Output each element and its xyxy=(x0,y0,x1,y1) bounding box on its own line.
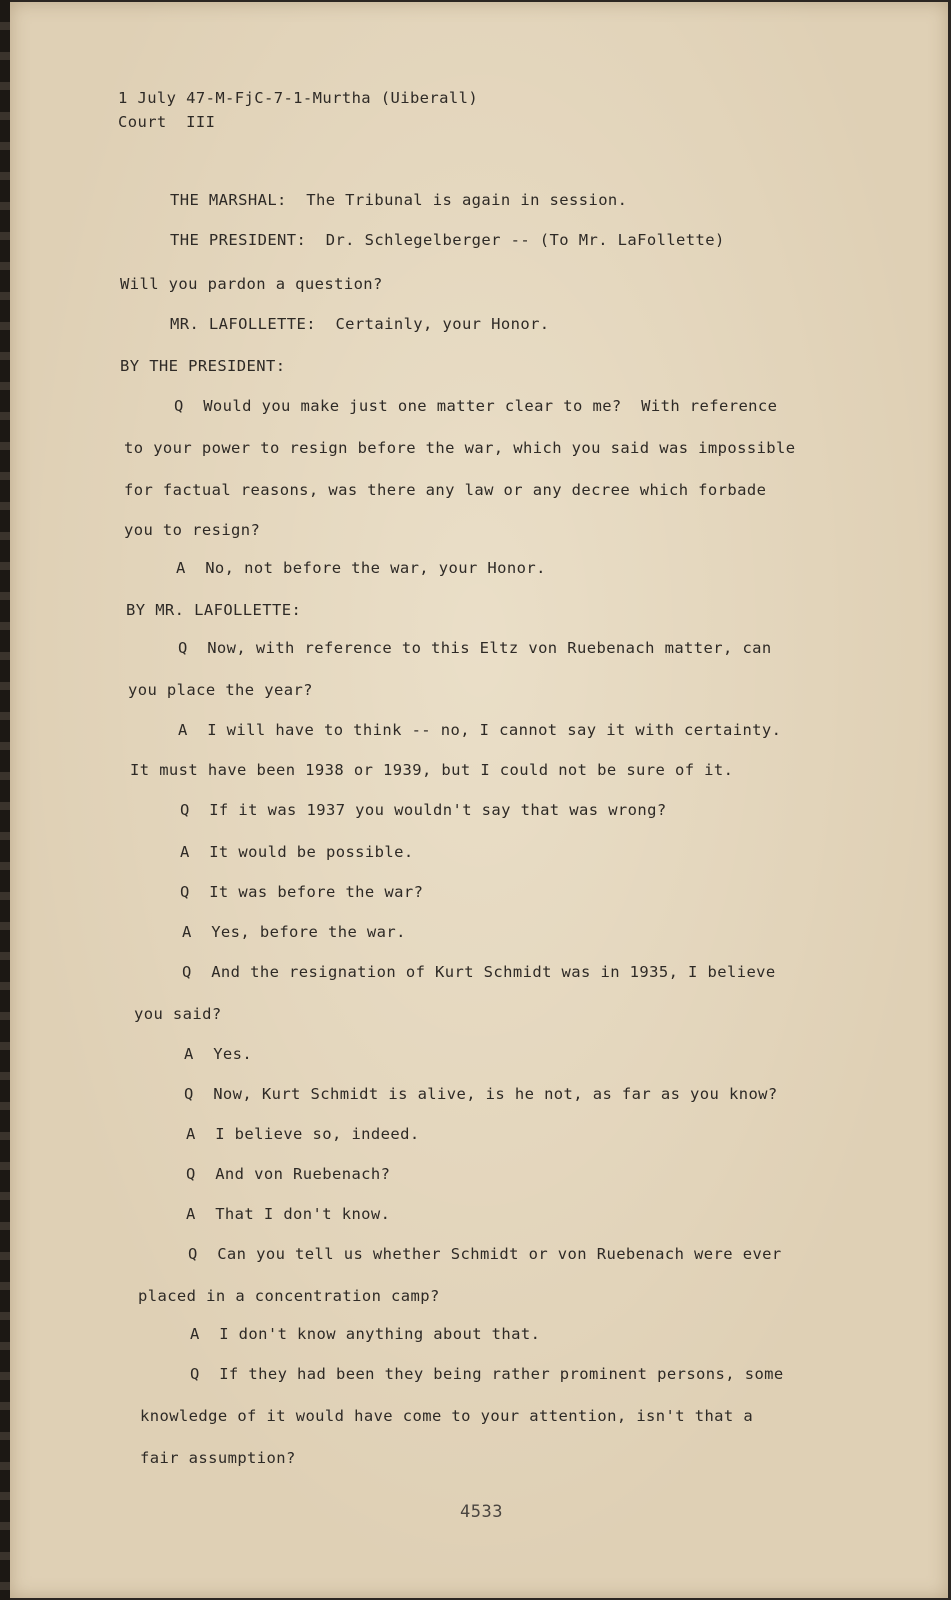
transcript-line: A I don't know anything about that. xyxy=(190,1325,541,1343)
transcript-line: Q If it was 1937 you wouldn't say that was wrong? xyxy=(180,801,667,819)
transcript-line: knowledge of it would have come to your attention, isn't that a xyxy=(140,1407,754,1425)
transcript-line: you place the year? xyxy=(128,681,313,699)
transcript-line: Q And the resignation of Kurt Schmidt was in 1935, I believe xyxy=(182,963,776,981)
transcript-line: you to resign? xyxy=(124,521,261,539)
transcript-line: Q It was before the war? xyxy=(180,883,424,901)
page-number: 4533 xyxy=(460,1502,503,1522)
transcript-line: A It would be possible. xyxy=(180,843,414,861)
transcript-line: A Yes, before the war. xyxy=(182,923,406,941)
transcript-line: A That I don't know. xyxy=(186,1205,391,1223)
transcript-line: Q Now, Kurt Schmidt is alive, is he not, as far as you know? xyxy=(184,1085,778,1103)
transcript-line: THE MARSHAL: The Tribunal is again in session. xyxy=(170,191,628,209)
header-court-line: Court III xyxy=(118,113,216,131)
transcript-line: for factual reasons, was there any law or any decree which forbade xyxy=(124,481,767,499)
section-heading: BY THE PRESIDENT: xyxy=(120,357,286,375)
transcript-line: Q Would you make just one matter clear to me? With reference xyxy=(174,397,778,415)
transcript-line: A Yes. xyxy=(184,1045,253,1063)
transcript-line: A I believe so, indeed. xyxy=(186,1125,420,1143)
transcript-line: It must have been 1938 or 1939, but I could not be sure of it. xyxy=(130,761,734,779)
transcript-line: to your power to resign before the war, which you said was impossible xyxy=(124,439,796,457)
transcript-line: A I will have to think -- no, I cannot say it with certainty. xyxy=(178,721,782,739)
transcript-line: fair assumption? xyxy=(140,1449,296,1467)
transcript-line: you said? xyxy=(134,1005,222,1023)
section-heading: BY MR. LAFOLLETTE: xyxy=(126,601,302,619)
transcript-line: Q And von Ruebenach? xyxy=(186,1165,391,1183)
transcript-line: placed in a concentration camp? xyxy=(138,1287,440,1305)
header-date-line: 1 July 47-M-FjC-7-1-Murtha (Uiberall) xyxy=(118,89,479,107)
transcript-line: THE PRESIDENT: Dr. Schlegelberger -- (To Mr. LaFollette) xyxy=(170,231,725,249)
transcript-line: Q If they had been they being rather prominent persons, some xyxy=(190,1365,784,1383)
transcript-page xyxy=(10,2,948,1598)
transcript-line: Will you pardon a question? xyxy=(120,275,383,293)
transcript-line: A No, not before the war, your Honor. xyxy=(176,559,546,577)
transcript-line: Q Can you tell us whether Schmidt or von Ruebenach were ever xyxy=(188,1245,782,1263)
binder-edge xyxy=(0,0,10,1600)
transcript-line: MR. LAFOLLETTE: Certainly, your Honor. xyxy=(170,315,550,333)
transcript-line: Q Now, with reference to this Eltz von Ruebenach matter, can xyxy=(178,639,772,657)
